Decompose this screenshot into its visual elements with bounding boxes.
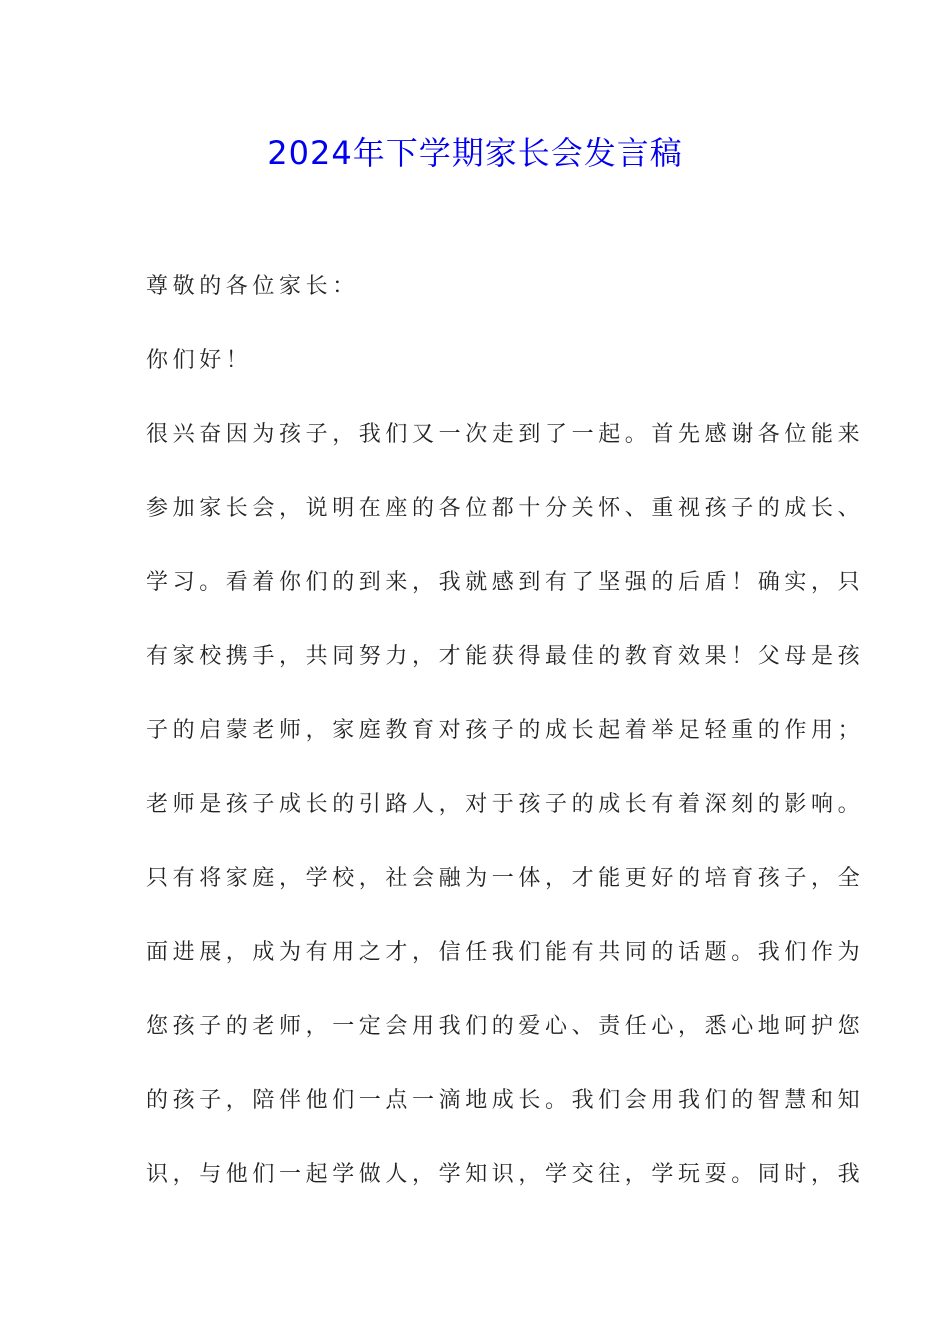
body-line: 面进展，成为有用之才，信任我们能有共同的话题。我们作为 bbox=[146, 940, 865, 965]
body-line: 只有将家庭，学校，社会融为一体，才能更好的培育孩子，全 bbox=[146, 866, 865, 891]
body-line: 识，与他们一起学做人，学知识，学交往，学玩耍。同时，我 bbox=[146, 1162, 865, 1187]
body-line: 老师是孩子成长的引路人，对于孩子的成长有着深刻的影响。 bbox=[146, 792, 865, 817]
body-line: 很兴奋因为孩子，我们又一次走到了一起。首先感谢各位能来 bbox=[146, 422, 865, 447]
body-line: 您孩子的老师，一定会用我们的爱心、责任心，悉心地呵护您 bbox=[146, 1014, 865, 1039]
body-line: 学习。看着你们的到来，我就感到有了坚强的后盾！确实，只 bbox=[146, 570, 865, 595]
body-line: 的孩子，陪伴他们一点一滴地成长。我们会用我们的智慧和知 bbox=[146, 1088, 865, 1113]
body-line: 参加家长会，说明在座的各位都十分关怀、重视孩子的成长、 bbox=[146, 496, 865, 521]
greeting: 你们好！ bbox=[146, 348, 253, 373]
salutation: 尊敬的各位家长： bbox=[146, 274, 359, 299]
body-line: 子的启蒙老师，家庭教育对孩子的成长起着举足轻重的作用； bbox=[146, 718, 865, 743]
document-title: 2024年下学期家长会发言稿 bbox=[267, 134, 683, 172]
body-line: 有家校携手，共同努力，才能获得最佳的教育效果！父母是孩 bbox=[146, 644, 865, 669]
